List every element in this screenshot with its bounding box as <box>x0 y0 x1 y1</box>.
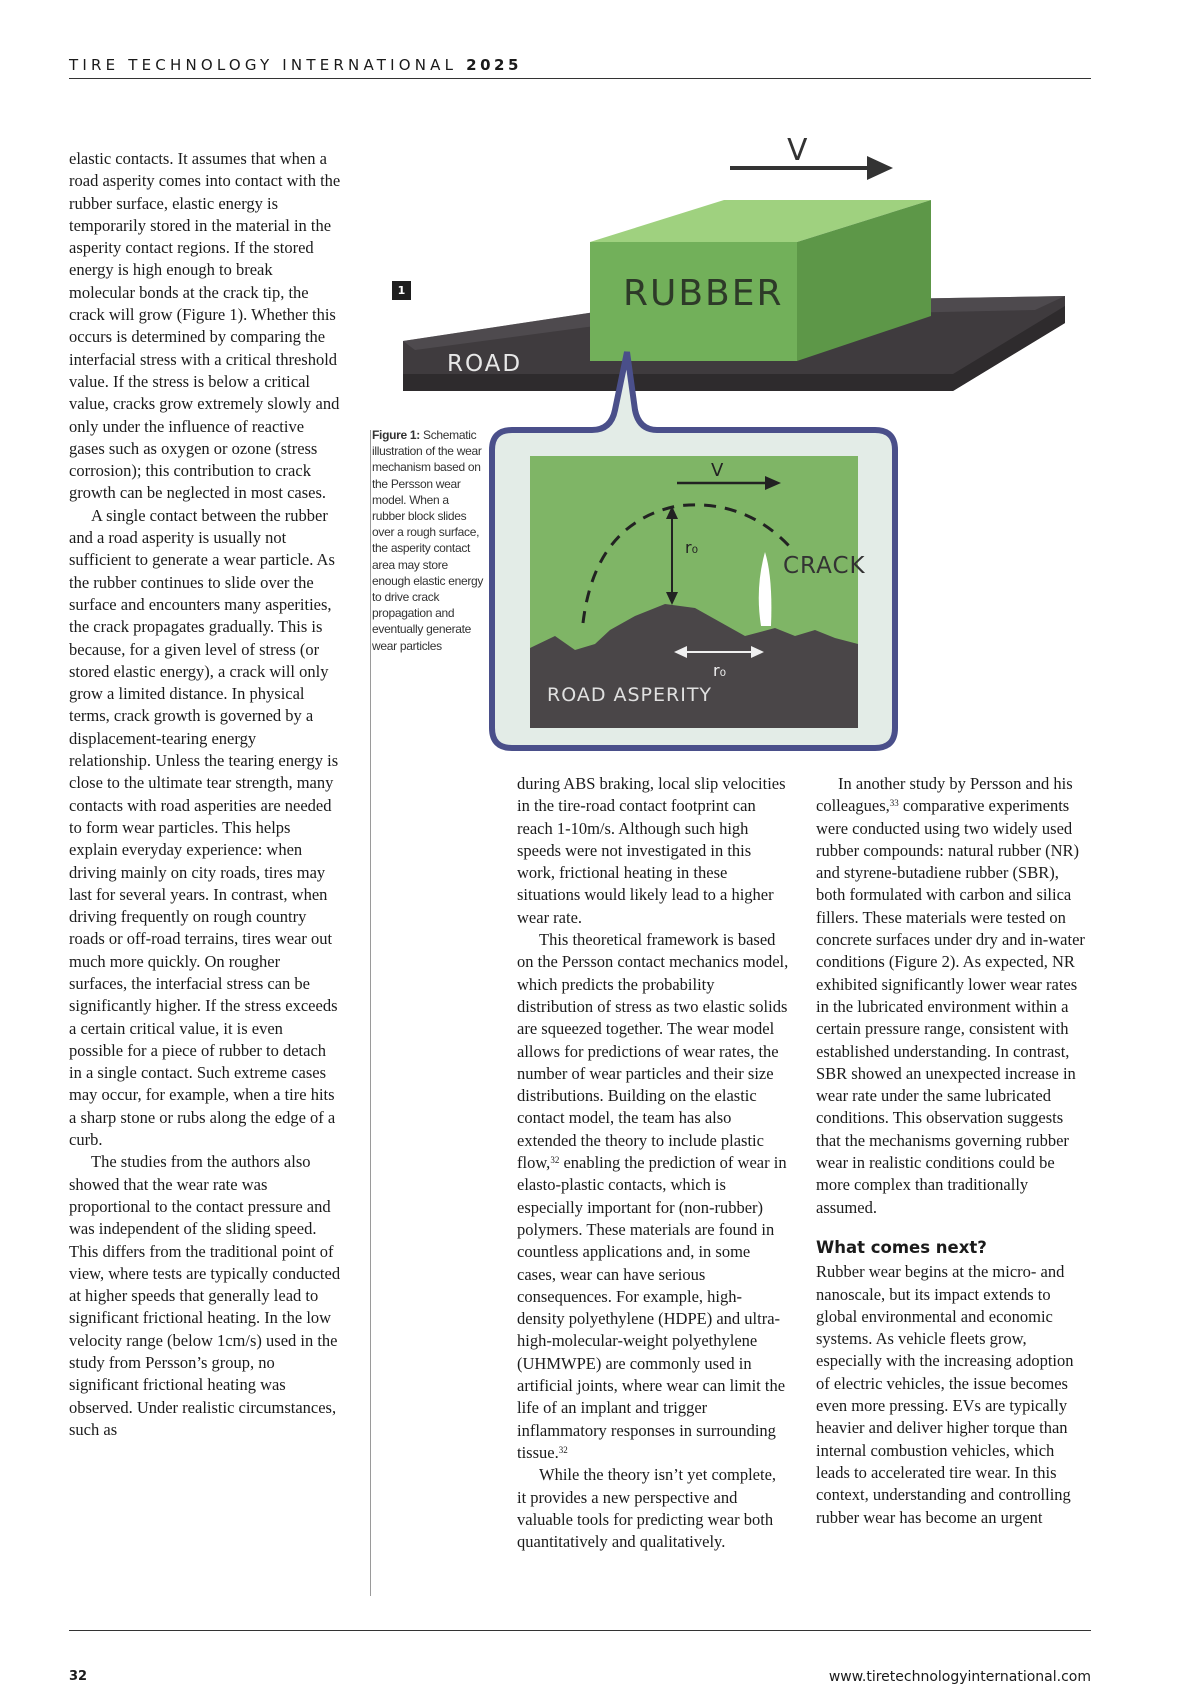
paragraph-text: comparative experiments were conducted using two widely used rubber compounds: natural rubber (NR) and styrene-butadiene rubber (SBR), both formulated with carbon and silica fillers. These materials were tested on concrete surfaces under dry and in-water conditions (Figure 2). As expected, NR exhibited significantly lower wear rates in the lubricated environment within a certain pressure range, consistent with established understanding. In contrast, SBR showed an unexpected increase in wear rate under the same lubricated conditions. This observation suggests that the mechanisms governing rubber wear in realistic conditions could be more complex than traditionally assumed. <box>816 796 1085 1217</box>
citation-ref: 33 <box>889 798 899 809</box>
wear-mechanism-illustration <box>395 138 1075 763</box>
velocity-label-inset: V <box>711 460 724 481</box>
road-label: ROAD <box>447 351 523 377</box>
crack-label: CRACK <box>783 553 866 579</box>
paragraph <box>816 773 1088 1219</box>
citation-ref: 32 <box>550 1155 560 1166</box>
radius-label-vertical: r₀ <box>685 538 698 557</box>
radius-label-horizontal: r₀ <box>713 661 726 680</box>
page-number: 32 <box>69 1669 88 1684</box>
rubber-label: RUBBER <box>623 273 784 314</box>
footer-rule <box>69 1630 1091 1631</box>
figure-caption-text: Schematic illustration of the wear mechanism based on the Persson wear model. When a rubber block slides over a rough surface, the asperity contact area may store enough elastic energy to drive crack propagation and eventually generate wear particles <box>372 428 484 653</box>
paragraph: elastic contacts. It assumes that when a road asperity comes into contact with the rubber surface, elastic energy is temporarily stored in the material in the asperity contact regions. If the stored energy is high enough to break molecular bonds at the crack tip, the crack will grow (Figure 1). Whether this occurs is determined by comparing the interfacial stress with a critical threshold value. If the stress is below a critical value, cracks grow extremely slowly and only under the influence of reactive gases such as oxygen or ozone (stress corrosion); this contribution to crack growth can be neglected in most cases. <box>69 149 341 503</box>
paragraph: A single contact between the rubber and a road asperity is usually not sufficient to generate a wear particle. As the rubber continues to slide over the surface and encounters many asperities, the crack propagates gradually. This is because, for a given level of stress (or stored elastic energy), a crack will only grow a limited distance. In physical terms, crack growth is governed by a displacement-tearing energy relationship. Unless the tearing energy is close to the ultimate tear strength, many contacts with road asperities are needed to form wear particles. This helps explain everyday experience: when driving mainly on city roads, tires may last for several years. In contrast, when driving frequently on rough country roads or off-road terrains, tires wear out much more quickly. On rougher surfaces, the interfacial stress can be significantly higher. If the stress exceeds a certain critical value, it is even possible for a piece of rubber to detach in a single contact. Such extreme cases may occur, for example, when a tire hits a sharp stone or rubs along the edge of a curb. <box>69 505 339 1150</box>
article-column-3 <box>816 773 1088 1529</box>
header-rule <box>69 78 1091 79</box>
section-subheading: What comes next? <box>816 1237 987 1257</box>
paragraph: during ABS braking, local slip velocities in the tire-road contact footprint can reach 1-10m/s. Although such high speeds were not investigated in this work, frictional heating in these situations would likely lead to a higher wear rate. <box>517 774 786 927</box>
article-column-2 <box>517 773 789 1553</box>
publication-year: 2025 <box>466 56 522 74</box>
paragraph-text: This theoretical framework is based on the Persson contact mechanics model, which predicts the probability distribution of stress as two elastic solids are squeezed together. The wear model allows for predictions of wear rates, the number of wear particles and their size distributions. Building on the elastic contact model, the team has also extended the theory to include plastic flow, <box>517 930 789 1173</box>
figure-number-badge: 1 <box>392 281 411 300</box>
website-url[interactable]: www.tiretechnologyinternational.com <box>828 1669 1091 1685</box>
paragraph: While the theory isn’t yet complete, it provides a new perspective and valuable tools for predicting wear both quantitatively and qualitatively. <box>517 1465 777 1552</box>
velocity-label-top: V <box>787 138 808 168</box>
paragraph: The studies from the authors also showed that the wear rate was proportional to the contact pressure and was independent of the sliding speed. This differs from the traditional point of view, where tests are typically conducted at higher speeds that generally lead to significant frictional heating. In the low velocity range (below 1cm/s) used in the study from Persson’s group, no significant frictional heating was observed. Under realistic circumstances, such as <box>69 1152 341 1439</box>
column-divider <box>370 430 371 1596</box>
road-asperity-label: ROAD ASPERITY <box>547 684 713 706</box>
paragraph <box>517 929 789 1464</box>
paragraph: Rubber wear begins at the micro- and nanoscale, but its impact extends to global environmental and economic systems. As vehicle fleets grow, especially with the increasing adoption of electric vehicles, the issue becomes even more pressing. EVs are typically heavier and deliver higher torque than internal combustion vehicles, which leads to accelerated tire wear. In this context, understanding and controlling rubber wear has become an urgent <box>816 1262 1074 1527</box>
velocity-arrow-top <box>730 156 893 180</box>
figure-caption-label: Figure 1: <box>372 428 420 442</box>
paragraph-text: In another study by Persson and his colleagues, <box>816 774 1073 816</box>
article-column-1 <box>69 148 341 1441</box>
publication-header <box>69 56 522 74</box>
citation-ref: 32 <box>558 1444 568 1455</box>
publication-name: TIRE TECHNOLOGY INTERNATIONAL <box>69 56 458 74</box>
paragraph-text: enabling the prediction of wear in elasto-plastic contacts, which is especially important for (non-rubber) polymers. These materials are found in countless applications and, in some cases, wear can have serious consequences. For example, high-density polyethylene (HDPE) and ultra-high-molecular-weight polyethylene (UHMWPE) are commonly used in artificial joints, where wear can limit the life of an implant and trigger inflammatory responses in surrounding tissue. <box>517 1153 787 1462</box>
